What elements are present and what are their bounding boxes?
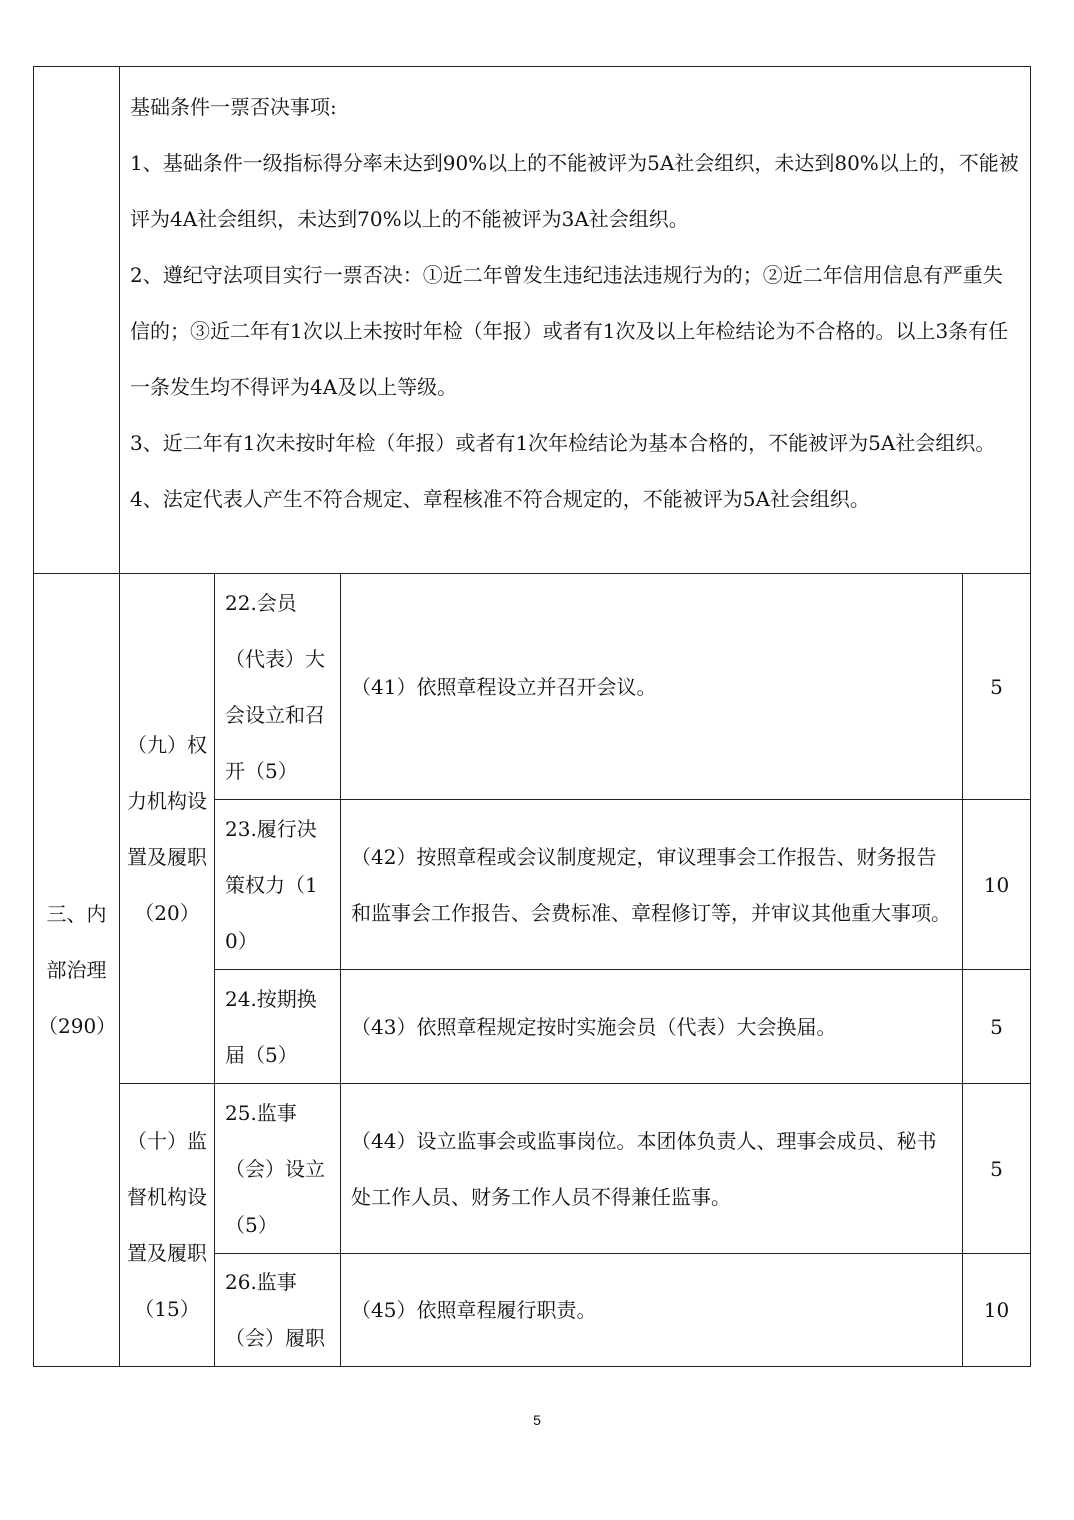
score-cell: 5 — [963, 574, 1031, 800]
criterion-cell: （43）依照章程规定按时实施会员（代表）大会换届。 — [341, 970, 963, 1084]
score-cell: 5 — [963, 1084, 1031, 1254]
veto-item-1: 1、基础条件一级指标得分率未达到90%以上的不能被评为5A社会组织，未达到80%以上的，不能被评为4A社会组织，未达到70%以上的不能被评为3A社会组织。 — [130, 151, 1019, 231]
group-name-2: （十）监督机构设置及履职（15） — [120, 1084, 215, 1367]
criterion-cell: （42）按照章程或会议制度规定，审议理事会工作报告、财务报告和监事会工作报告、会费标准、章程修订等，并审议其他重大事项。 — [341, 800, 963, 970]
veto-blank-cell — [34, 67, 120, 574]
veto-item-4: 4、法定代表人产生不符合规定、章程核准不符合规定的，不能被评为5A社会组织。 — [130, 487, 870, 511]
category-cell: 三、内部治理（290） — [34, 574, 120, 1367]
score-cell: 5 — [963, 970, 1031, 1084]
item-cell: 22.会员（代表）大会设立和召开（5） — [215, 574, 341, 800]
score-cell: 10 — [963, 800, 1031, 970]
veto-item-2: 2、遵纪守法项目实行一票否决：①近二年曾发生违纪违法违规行为的；②近二年信用信息有严重失信的；③近二年有1次以上未按时年检（年报）或者有1次及以上年检结论为不合格的。以上3条有任一条发生均不得评为4A及以上等级。 — [130, 263, 1009, 399]
evaluation-table — [33, 66, 1031, 1367]
item-cell: 26.监事（会）履职 — [215, 1254, 341, 1367]
page-number: 5 — [533, 1412, 541, 1428]
group-name-1: （九）权力机构设置及履职（20） — [120, 574, 215, 1084]
item-cell: 25.监事（会）设立（5） — [215, 1084, 341, 1254]
item-cell: 24.按期换届（5） — [215, 970, 341, 1084]
veto-item-3: 3、近二年有1次未按时年检（年报）或者有1次年检结论为基本合格的，不能被评为5A社会组织。 — [130, 431, 996, 455]
veto-notes-cell — [120, 67, 1031, 574]
table-row — [34, 574, 1031, 800]
score-cell: 10 — [963, 1254, 1031, 1367]
criterion-cell: （45）依照章程履行职责。 — [341, 1254, 963, 1367]
table-row — [34, 1084, 1031, 1254]
veto-row — [34, 67, 1031, 574]
veto-title: 基础条件一票否决事项: — [130, 95, 337, 119]
criterion-cell: （41）依照章程设立并召开会议。 — [341, 574, 963, 800]
item-cell: 23.履行决策权力（10） — [215, 800, 341, 970]
criterion-cell: （44）设立监事会或监事岗位。本团体负责人、理事会成员、秘书处工作人员、财务工作人员不得兼任监事。 — [341, 1084, 963, 1254]
